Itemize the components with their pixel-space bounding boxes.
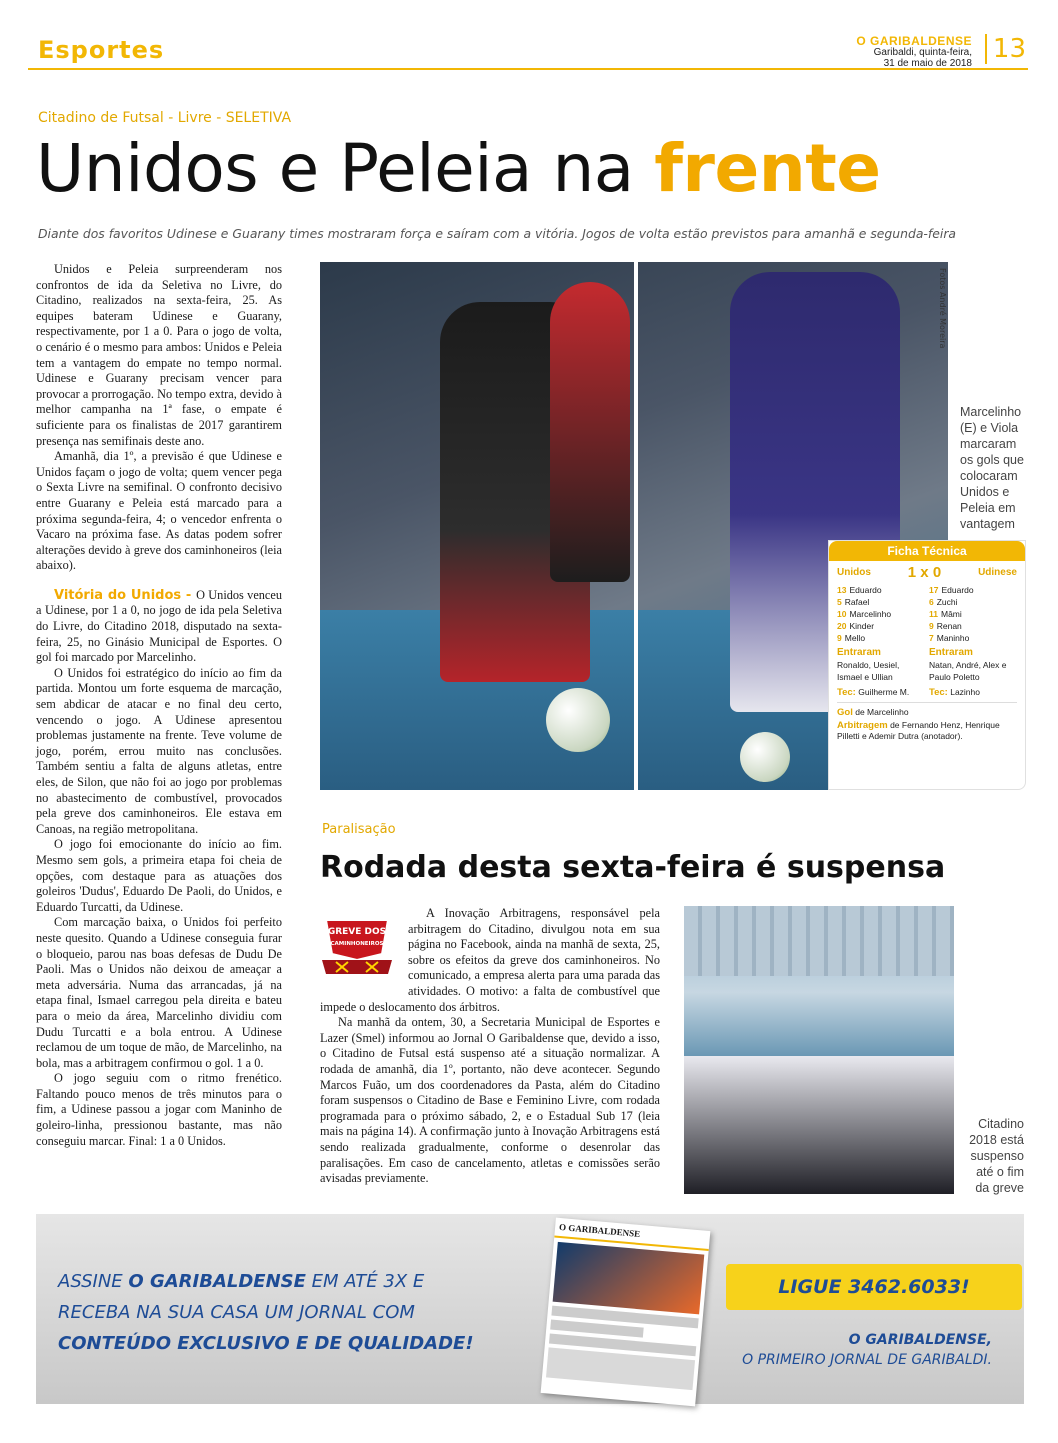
body-paragraph: Com marcação baixa, o Unidos foi perfeito neste quesito. Quando a Udinese conseguia furar o bloqueio, parou nas boas defesas de Dudu De Paoli. Mas o Unidos não deixou de ameaçar a meta adversária. Numa das arrancadas, já na etapa final, Ismael carregou pela direita e bateu para o meio da área, Marcelinho dividiu com Dudu Turcatti e a bola entrou. A Udinese reclamou de um toque de mão, de Marcelinho, na bola, mas a arbitragem confirmou o gol. 1 a 0. [36,915,282,1070]
away-coach: Lazinho [950,687,980,697]
player-row [929,608,1017,620]
ad-sign-1: O GARIBALDENSE, [848,1332,992,1348]
ad-line-2: RECEBA NA SUA CASA UM JORNAL COM [58,1302,415,1323]
body-paragraph: O jogo seguiu com o ritmo frenético. Faltando pouco menos de três minutos para o fim, a Udinese passou a jogar com Maninho de goleiro-linha, pressionou bastante, mas não conseguiu marcar. Final: 1 a 0 Unidos. [36,1071,282,1148]
article2-headline: Rodada desta sexta-feira é suspensa [320,850,946,885]
match-stats-box [828,540,1026,790]
stats-title: Ficha Técnica [829,541,1025,561]
page-number: 13 [985,34,1026,64]
ad-line-1c: EM ATÉ 3X E [305,1271,425,1292]
badge-text-2: CAMINHONEIROS [330,941,384,947]
subhead-paragraph [36,588,282,666]
player-number: 5 [837,597,842,607]
photo-caption: Marcelinho (E) e Viola marcaram os gols que colocaram Unidos e Peleia em vantagem [960,405,1024,531]
ad-signature [742,1330,992,1370]
player-number: 6 [929,597,934,607]
coach-label: Tec: [837,687,856,698]
player-row [837,596,925,608]
article-headline [36,130,881,207]
badge-text-1: GREVE DOS [327,927,387,937]
photo-split [634,262,638,790]
score-row [829,561,1025,584]
ad-line-3-text: CONTEÚDO EXCLUSIVO E DE QUALIDADE! [58,1333,474,1354]
photo2-caption: Citadino 2018 está suspenso até o fim da greve [969,1117,1024,1195]
ad-sign-2: O PRIMEIRO JORNAL DE GARIBALDI. [742,1352,992,1368]
body-paragraph: A Inovação Arbitragens, responsável pela arbitragem do Citadino, divulgou nota em sua página no Facebook, ainda na manhã de sexta, 25, sobre os efeitos da greve dos caminhoneiros. No comunicado, a empresa alerta para uma parada das atividades. O motivo: a falta de combustível que impede o deslocamento dos árbitros. [320,906,660,1014]
player-name: Eduardo [941,585,974,595]
player-row [929,620,1017,632]
goal-text: de Marcelinho [855,707,909,717]
away-lineup [929,584,1017,699]
goal-line [829,706,1025,719]
referee-line [829,719,1025,743]
article-kicker: Citadino de Futsal - Livre - SELETIVA [38,110,292,126]
section-title: Esportes [38,36,165,64]
player-name: Renan [936,621,962,631]
player-name: Rafael [844,597,870,607]
player-number: 7 [929,633,934,643]
goal-label: Gol [837,707,853,718]
body-paragraph: Amanhã, dia 1º, a previsão é que Udinese e Unidos façam o jogo de volta; quem vencer pega o Sexta Livre na semifinal. O confronto decisivo entre Guarany e Peleia está marcado para a próxima segunda-feira, 4; o vencedor enfrenta o Vacaro na próxima fase. As datas podem sofrer alterações devido à greve dos caminhoneiros (leia abaixo). [36,449,282,573]
ad-line-3 [58,1328,474,1359]
newspaper-thumbnail [541,1218,711,1407]
ad-line-1a: ASSINE [58,1271,129,1292]
player-red-jersey [550,282,630,582]
player-row [929,596,1017,608]
stats-divider [837,702,1017,703]
away-team: Udinese [978,567,1017,578]
headline-accent: frente [654,130,881,207]
score: 1 x 0 [907,564,942,581]
players-row [684,1056,954,1194]
subs-label: Entraram [929,647,973,658]
date-line-2: 31 de maio de 2018 [883,58,972,69]
player-number: 9 [929,621,934,631]
article-deck: Diante dos favoritos Udinese e Guarany times mostraram força e saíram com a vitória. Jogos de volta estão previstos para amanhã e segunda-feira [38,226,957,241]
lineups [829,584,1025,699]
player-row [837,584,925,596]
player-name: Eduardo [849,585,882,595]
player-number: 20 [837,621,847,631]
header-divider [28,68,1028,70]
home-lineup [837,584,925,699]
futsal-ball [740,732,790,782]
player-number: 10 [837,609,847,619]
ad-copy [58,1266,474,1359]
home-coach: Guilherme M. [858,687,910,697]
paper-name: O GARIBALDENSE [856,34,972,48]
home-team: Unidos [837,567,871,578]
player-name: Mâmi [941,609,962,619]
masthead [856,36,972,69]
player-name: Kinder [849,621,875,631]
player-row [929,584,1017,596]
mini-paper-title: O GARIBALDENSE [554,1218,710,1251]
body-paragraph: Unidos e Peleia surpreenderam nos confrontos de ida da Seletiva no Livre, do Citadino, realizados na sexta-feira, 25. As equipes bateram Udinese e Guarany, respectivamente, por 1 a 0. Para o jogo de volta, o cenário é o mesmo para ambos: Unidos e Peleia tem a vantagem do empate no tempo normal. Udinese e Guarany precisam vencer para provocar a prorrogação. No tempo extra, devido à melhor campanha na 1ª fase, o empate é suficiente para os finalistas de 2017 garantirem presença nas semifinais deste ano. [36,262,282,448]
referee-label: Arbitragem [837,720,888,731]
subhead-lead: O Unidos venceu a Udinese, por 1 a 0, no jogo de ida pela Seletiva do Livre, do Citadino 2018, disputado na sexta-feira, 25, no Ginásio Municipal de Esportes. O gol foi marcado por Marcelinho. [36,587,282,665]
mini-hero-image [553,1242,705,1315]
date-line-1: Garibaldi, quinta-feira, [873,47,972,58]
player-row [929,632,1017,644]
subs-label: Entraram [837,647,881,658]
subhead: Vitória do Unidos - [54,587,197,603]
ad-line-1 [58,1266,474,1297]
article2-kicker: Paralisação [322,822,396,837]
home-subs: Ronaldo, Uesiel, Ismael e Ullian [837,660,900,682]
player-number: 13 [837,585,847,595]
referee-text: de Fernando Henz, Henrique Pilletti e Ademir Dutra (anotador). [837,720,1000,741]
player-name: Mello [844,633,866,643]
phone-call-button[interactable]: LIGUE 3462.6033! [726,1264,1022,1310]
strike-badge-icon [318,914,396,986]
player-name: Zuchi [936,597,958,607]
futsal-ball [546,688,610,752]
player-row [837,632,925,644]
body-paragraph: O jogo foi emocionante do início ao fim. Mesmo sem gols, a primeira etapa foi cheia de opções, com destaque para as atuações dos goleiros 'Dudus', Eduardo De Paoli, do Unidos, e Eduardo Turcatti, da Udinese. [36,837,282,914]
player-row [837,608,925,620]
player-name: Marcelinho [849,609,892,619]
gym-roof [684,906,954,976]
ad-line-1b: O GARIBALDENSE [128,1271,306,1292]
player-number: 9 [837,633,842,643]
body-paragraph: O Unidos foi estratégico do início ao fim da partida. Montou um forte esquema de marcação, sem abdicar de atacar e no final deu certo, vencendo o jogo. A Udinese apresentou problemas justamente na frente. Teve volume de jogo, porém, errou muito nas conclusões. Também sentiu a falta de alguns atletas, entre eles, de Silon, que não foi ao jogo por problemas no abastecimento de combustível, provocados pela greve dos caminhoneiros. Ele estava em Canoas, na região metropolitana. [36,665,282,836]
headline-main: Unidos e Peleia na [36,130,655,207]
body-paragraph: Na manhã da ontem, 30, a Secretaria Municipal de Esportes e Lazer (Smel) informou ao Jornal O Garibaldense que, devido a isso, o Citadino de Futsal está suspenso até a situação normalizar. A rodada de amanhã, dia 1º, portanto, não deve acontecer. Segundo Marcos Fuão, um dos coordenadores da Pasta, além do Citadino foram suspensos o Citadino de Base e Feminino Livre, com rodada programada para o próximo sábado, 2, e o Estadual Sub 17 (leia mais na página 14). A confirmação junto à Inovação Arbitragens está sendo realizada gradualmente, conforme o desenrolar das paralisações. Em caso de cancelamento, atletas e comissões serão avisadas previamente. [320,1015,660,1186]
photo-credit: Fotos André Moreira [938,268,947,349]
away-subs: Natan, André, Alex e Paulo Poletto [929,660,1007,682]
player-row [837,620,925,632]
article-body-left [36,262,282,1149]
player-number: 11 [929,609,938,619]
player-number: 17 [929,585,939,595]
subscription-ad[interactable] [36,1214,1024,1404]
player-name: Maninho [936,633,970,643]
team-lineup-photo [684,906,954,1194]
coach-label: Tec: [929,687,948,698]
